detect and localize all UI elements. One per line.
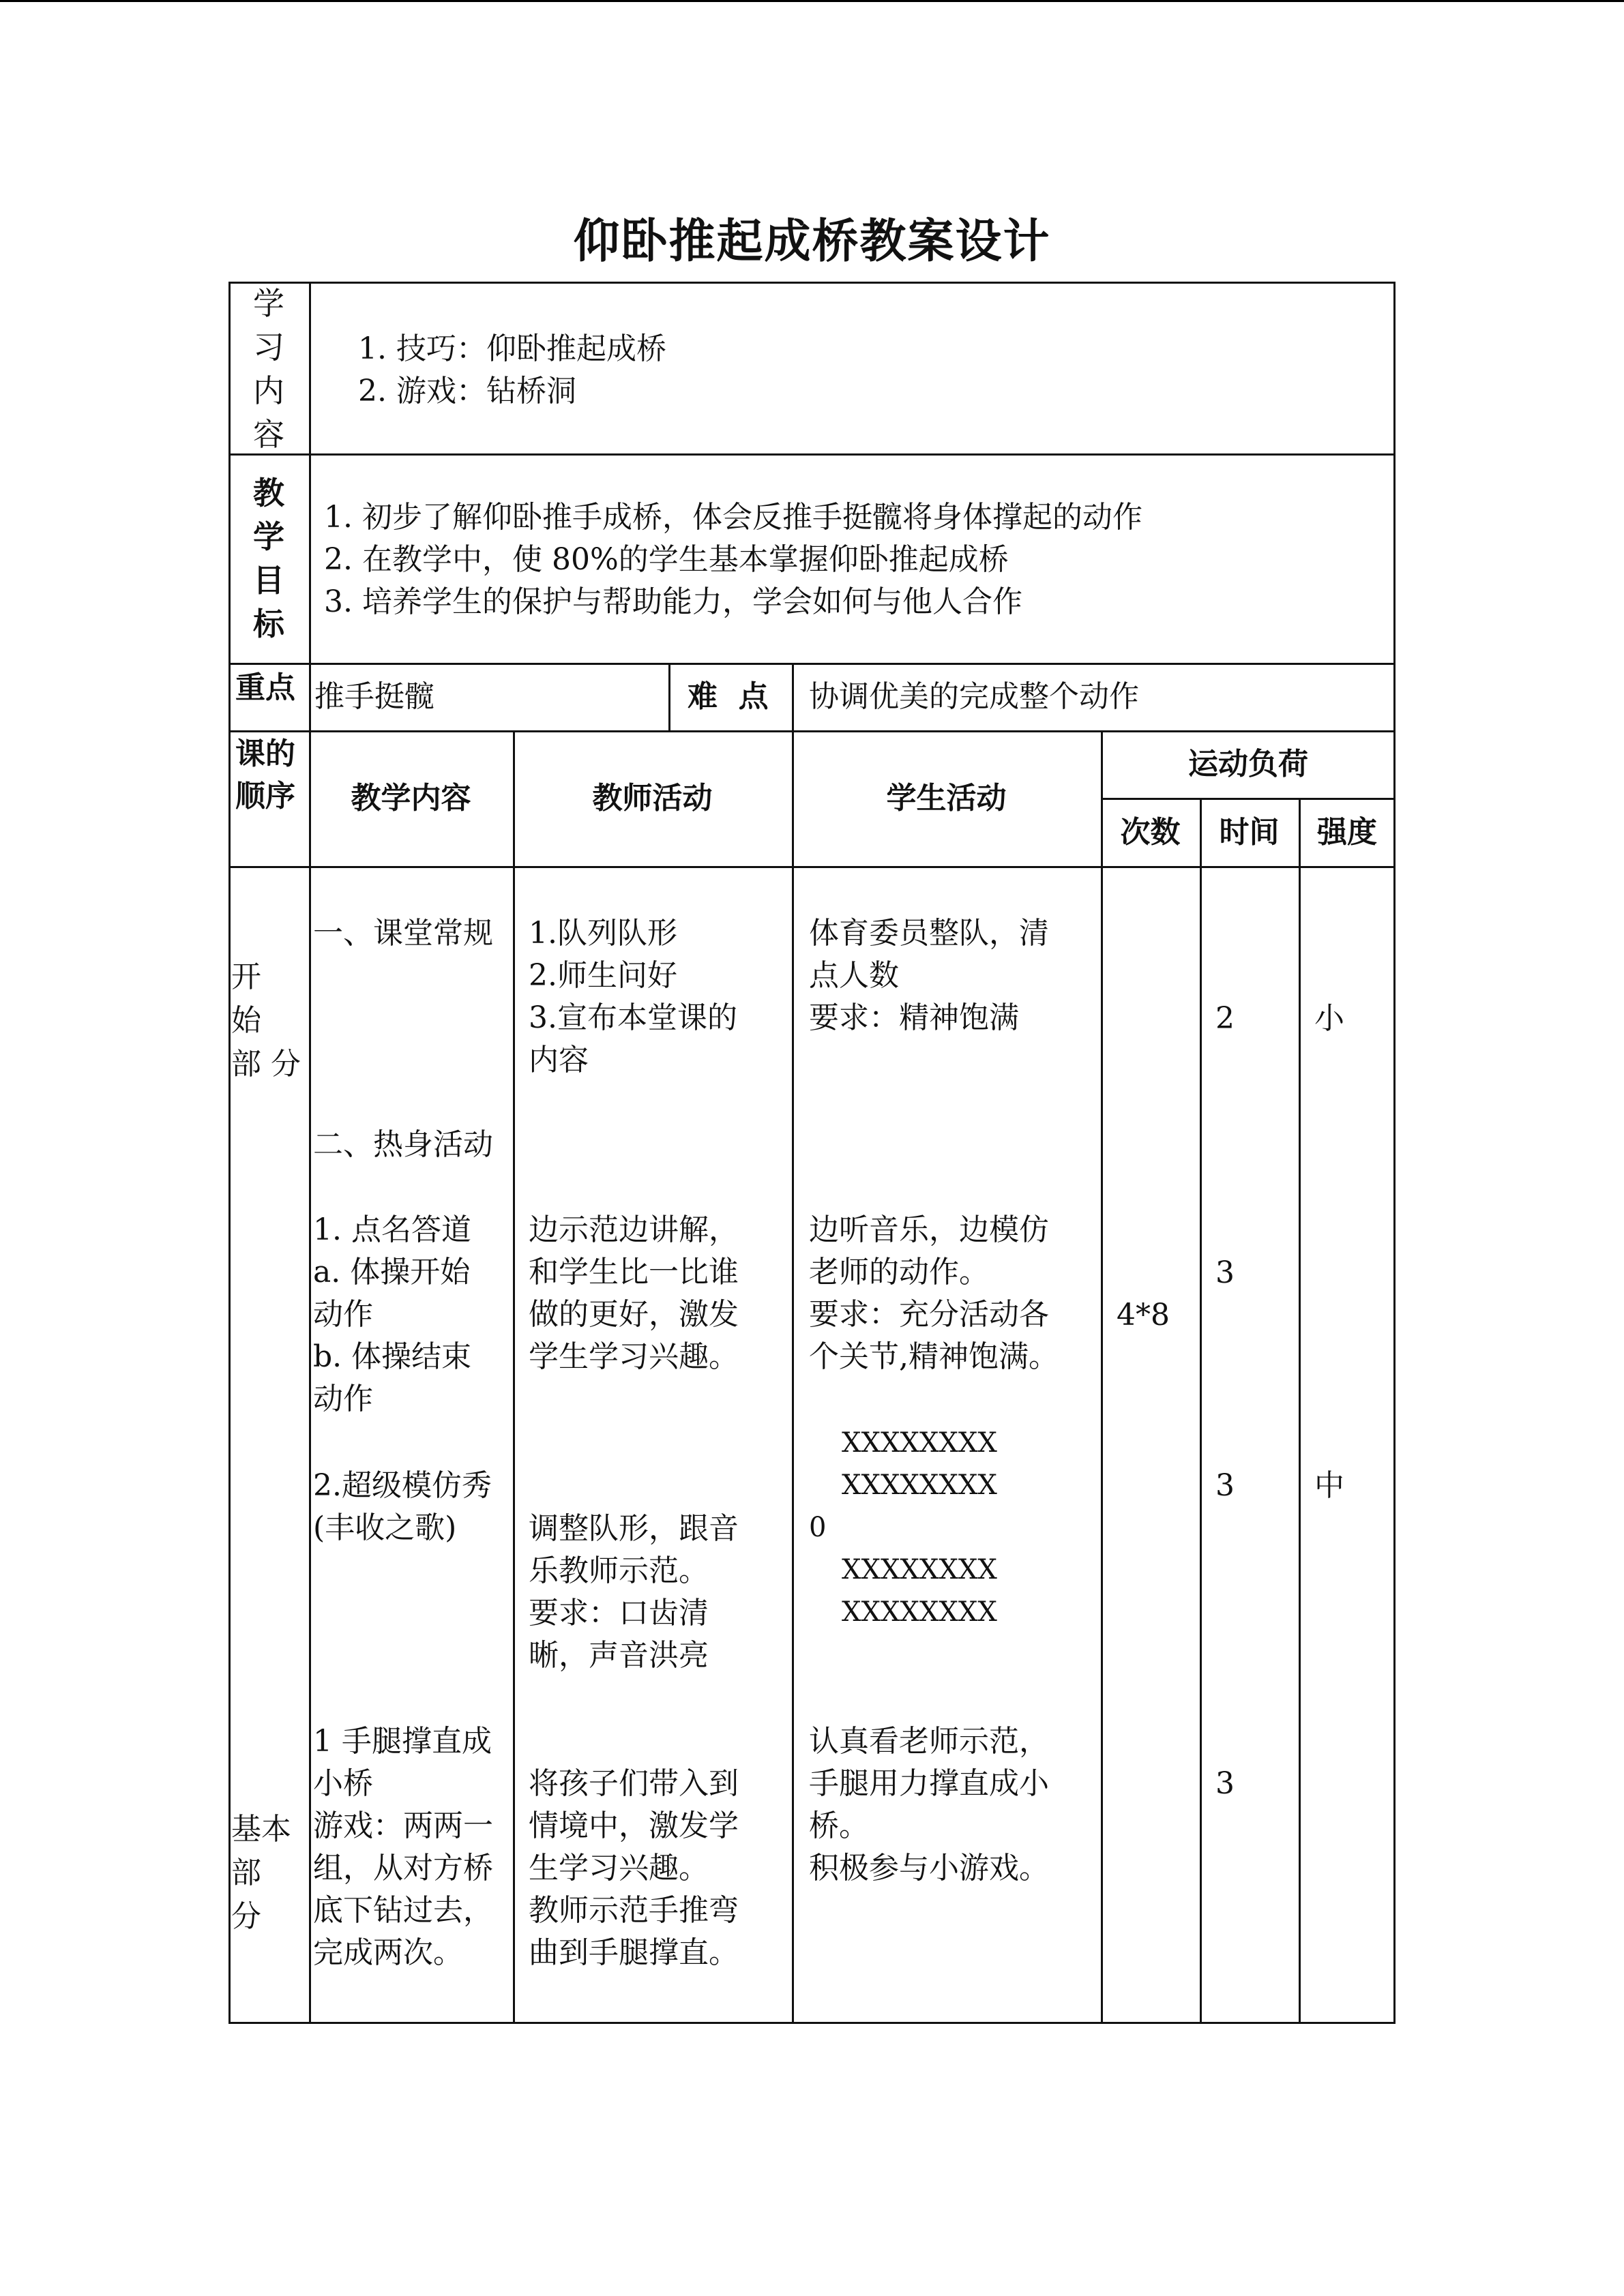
rollcall-time: 3 bbox=[1215, 1255, 1235, 1290]
lesson-plan-table bbox=[228, 282, 1396, 2024]
order-header: 课的 顺序 bbox=[235, 736, 295, 814]
intensity-header: 强度 bbox=[1317, 815, 1377, 850]
imitation-intensity: 中 bbox=[1314, 1468, 1344, 1503]
bridge-time: 3 bbox=[1215, 1766, 1235, 1801]
imitation-time: 3 bbox=[1215, 1468, 1235, 1503]
rollcall-student: 边听音乐，边模仿 老师的动作。 要求：充分活动各 个关节,精神饱满。 bbox=[809, 1212, 1059, 1374]
routine-intensity: 小 bbox=[1314, 1001, 1344, 1036]
rollcall-count: 4*8 bbox=[1117, 1298, 1170, 1332]
bridge-student: 认真看老师示范， 手腿用力撑直成小 桥。 积极参与小游戏。 bbox=[809, 1724, 1049, 1885]
count-header: 次数 bbox=[1120, 815, 1181, 850]
teacher-header: 教师活动 bbox=[592, 781, 713, 816]
page-title: 仰卧推起成桥教案设计 bbox=[573, 215, 1051, 269]
routine-content: 一、课堂常规 bbox=[313, 916, 493, 951]
start-section-label: 开 始 部 分 bbox=[231, 959, 301, 1082]
top-border-line bbox=[0, 0, 1624, 2]
load-header: 运动负荷 bbox=[1188, 747, 1308, 781]
time-header: 时间 bbox=[1219, 815, 1280, 850]
routine-time: 2 bbox=[1215, 1001, 1235, 1036]
teaching-goal-item: 3. 培养学生的保护与帮助能力，学会如何与他人合作 bbox=[324, 584, 1022, 619]
difficulty-label: 难 点 bbox=[688, 679, 769, 714]
imitation-teacher: 调整队形，跟音 乐教师示范。 要求：口齿清 晰，声音洪亮 bbox=[529, 1511, 739, 1673]
routine-student: 体育委员整队，清 点人数 要求：精神饱满 bbox=[809, 916, 1049, 1035]
difficulty-value: 协调优美的完成整个动作 bbox=[809, 679, 1139, 714]
imitation-content: 2.超级模仿秀 (丰收之歌) bbox=[313, 1468, 492, 1545]
rollcall-content: 1. 点名答道 a. 体操开始 动作 b. 体操结束 动作 bbox=[313, 1212, 472, 1416]
bridge-teacher: 将孩子们带入到 情境中，激发学 生学习兴趣。 教师示范手推弯 曲到手腿撑直。 bbox=[529, 1766, 739, 1970]
learning-content-item: 2. 游戏：钻桥洞 bbox=[358, 374, 576, 408]
routine-teacher: 1.队列队形 2.师生问好 3.宣布本堂课的 内容 bbox=[529, 916, 737, 1077]
key-point-label: 重点 bbox=[235, 670, 295, 705]
teaching-goals-label: 教 学 目 标 bbox=[253, 475, 284, 642]
student-header: 学生活动 bbox=[886, 781, 1007, 816]
rollcall-teacher: 边示范边讲解， 和学生比一比谁 做的更好，激发 学生学习兴趣。 bbox=[529, 1212, 739, 1374]
key-point-value: 推手挺髋 bbox=[314, 679, 434, 714]
content-header: 教学内容 bbox=[351, 781, 471, 816]
teaching-goal-item: 2. 在教学中，使 80%的学生基本掌握仰卧推起成桥 bbox=[324, 542, 1009, 577]
learning-content-item: 1. 技巧：仰卧推起成桥 bbox=[358, 331, 666, 366]
learning-content-label: 学 习 内 容 bbox=[253, 285, 284, 453]
warmup-content: 二、热身活动 bbox=[313, 1127, 493, 1162]
teaching-goal-item: 1. 初步了解仰卧推手成桥，体会反推手挺髋将身体撑起的动作 bbox=[324, 500, 1142, 535]
formation-diagram: XXXXXXXX XXXXXXXX 0 XXXXXXXX XXXXXXXX bbox=[809, 1427, 997, 1628]
basic-section-label: 基本 部 分 bbox=[231, 1812, 291, 1934]
bridge-content: 1 手腿撑直成 小桥 游戏：两两一 组，从对方桥 底下钻过去， 完成两次。 bbox=[313, 1724, 493, 1970]
